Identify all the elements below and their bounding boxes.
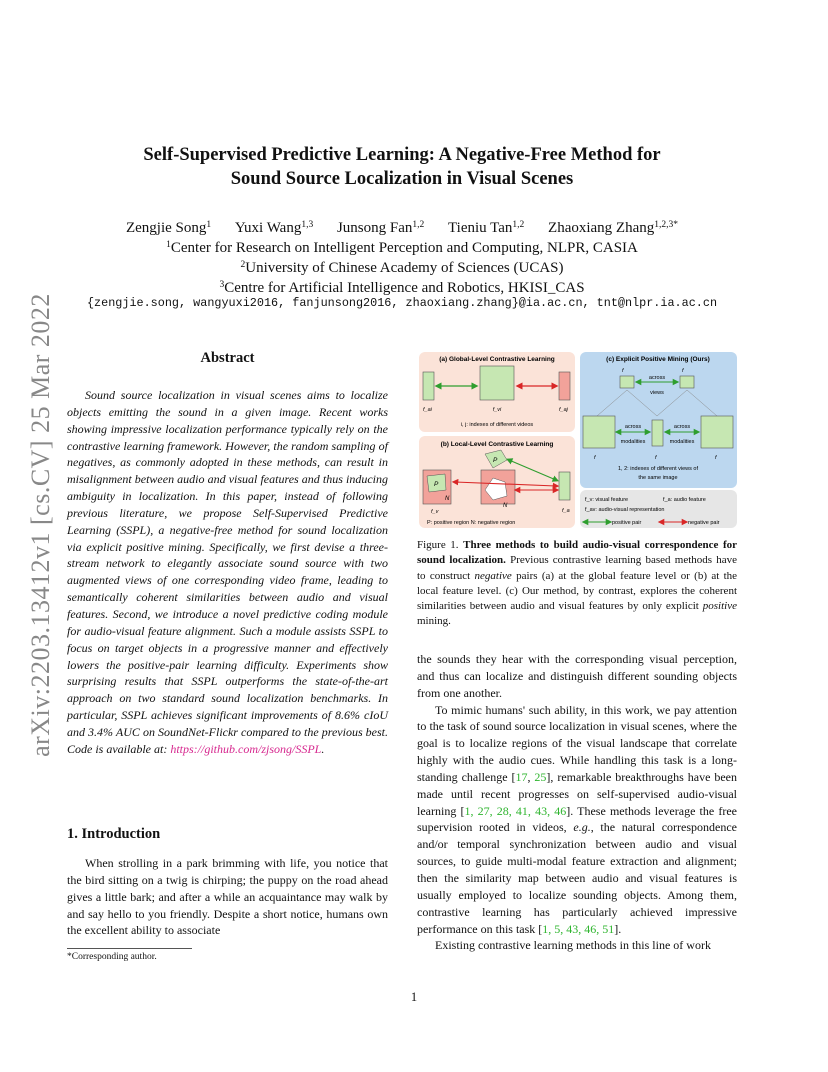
- svg-text:f_v: f_v: [431, 509, 439, 515]
- label-faj: f_aj: [559, 407, 568, 413]
- audio-feature-box: [423, 372, 434, 400]
- arxiv-sidebar: [21, 290, 61, 760]
- title-line-1: Self-Supervised Predictive Learning: A Negative-Free Method for: [143, 145, 661, 165]
- svg-text:modalities: modalities: [669, 439, 695, 445]
- svg-text:negative pair: negative pair: [688, 520, 720, 526]
- svg-text:f: f: [622, 368, 624, 374]
- svg-text:across: across: [648, 375, 666, 381]
- svg-text:across: across: [673, 424, 691, 430]
- abstract-body: Sound source localization in visual scenes aims to localize objects emitting the sound in a given image. Recent works showing impressive localization performance typically rely on the contrastive learning framework. However, the random sampling of negatives, as commonly adopted in these methods, can result in misalignment between audio and visual features and thus inducing ambiguity in localization. In this paper, instead of following previous literature, we propose Self-Supervised Predictive Learning (SSPL), a negative-free method for sound localization via explicit positive mining. Specifically, we first devise a three-stream network to elegantly associate sound source with two augmented views of one corresponding video frame, leading to semantically coherent similarities between audio and visual features. Second, we introduce a novel predictive coding module for audio-visual feature alignment. Such a module assists SSPL to focus on target objects in a progressive manner and effectively lowers the positive-pair learning difficulty. Experiments show surprising results that SSPL outperforms the state-of-the-art approach on two standard sound localization benchmarks. In particular, SSPL achieves significant improvements of 8.6% cIoU and 3.4% AUC on SoundNet-Flickr compared to the previous best. Code is available at: https://github.com/zjsong/SSPL.: [67, 388, 388, 756]
- author-block: [80, 218, 724, 298]
- introduction-heading: 1. Introduction: [67, 826, 161, 842]
- author: Tieniu Tan$^{1,2}$: [448, 220, 525, 236]
- author-list: [80, 218, 724, 238]
- page-number: 1: [410, 990, 418, 1004]
- svg-text:P: P: [493, 457, 498, 464]
- audio-feature-box-neg: [559, 372, 570, 400]
- code-link[interactable]: https://github.com/zjsong/SSPL: [170, 741, 322, 756]
- author: Zengjie Song$^1$: [125, 220, 212, 236]
- footnote-rule: [67, 948, 192, 949]
- footnote: *Corresponding author.: [67, 952, 157, 962]
- figure-1: [417, 350, 739, 530]
- svg-text:f_a: audio feature: f_a: audio feature: [663, 497, 706, 503]
- affiliation: $^2$University of Chinese Academy of Sciences (UCAS): [240, 260, 564, 276]
- arxiv-id: arXiv:2203.13412v1 [cs.CV] 25 Mar 2022: [26, 293, 55, 757]
- paragraph: Existing contrastive learning methods in this line of work: [435, 938, 711, 953]
- visual-feature-box: [480, 366, 514, 400]
- right-column-body: [417, 651, 737, 954]
- paragraph: To mimic humans' such ability, in this work, we pay attention to the task of sound source localization in visual scenes, where the goal is to localize regions of the visual landscape that correlate highly with the audio cues. While handling this task is a long-standing challenge [17, 25], remarkable breakthroughs have been made until recent progresses on self-supervised audio-visual learning [1, 27, 28, 41, 43, 46]. These methods leverage the free supervision rooted in videos, e.g., the natural correspondence and/or temporal synchronization between audio and visual sources, to guide multi-modal feature extraction and alignment; then the similarity map between audio and visual features is usually employed to localize sounding objects. Among them, contrastive learning has particularly achieved impressive performance on this task [1, 5, 43, 46, 51].: [417, 702, 738, 936]
- svg-text:modalities: modalities: [620, 439, 646, 445]
- author-emails: {zengjie.song, wangyuxi2016, fanjunsong2016, zhaoxiang.zhang}@ia.ac.cn, tnt@nlpr.ia.ac.cn: [86, 296, 718, 310]
- panel-c-title: (c) Explicit Positive Mining (Ours): [606, 356, 710, 363]
- label-fvi: f_vi: [492, 407, 502, 413]
- svg-text:N: N: [503, 503, 508, 509]
- svg-text:f_v: visual feature: f_v: visual feature: [585, 497, 629, 503]
- figure-1-caption: Figure 1. Three methods to build audio-visual correspondence for sound localization. Previous contrastive learning based methods have to construct negative pairs (a) at the global feature level or (b) at the local feature level. (c) Our method, by contrast, explores the coherent similarities between audio and visual features by only explicit positive mining.: [417, 539, 738, 628]
- label-fai: f_ai: [423, 407, 432, 413]
- svg-text:f: f: [715, 455, 717, 461]
- svg-text:f: f: [682, 368, 684, 374]
- paragraph: the sounds they hear with the corresponding visual perception, and thus can localize and distinguish different sounding objects from one another.: [417, 652, 737, 700]
- abstract-heading: Abstract: [200, 350, 255, 366]
- title-line-2: Sound Source Localization in Visual Scenes: [230, 169, 574, 189]
- svg-text:positive pair: positive pair: [612, 520, 642, 526]
- svg-text:f: f: [594, 455, 596, 461]
- svg-text:f_a: f_a: [562, 508, 570, 514]
- svg-text:N: N: [445, 496, 450, 502]
- panel-b-title: (b) Local-Level Contrastive Learning: [440, 441, 554, 448]
- svg-text:P: P: [434, 481, 439, 488]
- author: Junsong Fan$^{1,2}$: [336, 220, 425, 236]
- introduction-body: When strolling in a park brimming with life, you notice that the bird sitting on a twig is chirping; the puppy on the road ahead gives a little bark; and after a while an acquaintance may walk by and say hello to you friendly. Despite a short notice, humans own the excellent ability to associate: [67, 856, 388, 938]
- svg-text:views: views: [650, 390, 664, 396]
- affiliation: $^1$Center for Research on Intelligent Perception and Computing, NLPR, CASIA: [166, 240, 638, 256]
- panel-a-title: (a) Global-Level Contrastive Learning: [439, 356, 555, 363]
- paper-title: [100, 143, 704, 191]
- affiliation: $^3$Centre for Artificial Intelligence and Robotics, HKISI_CAS: [219, 280, 585, 296]
- panel-b-note: P: positive region N: negative region: [427, 520, 516, 526]
- svg-text:across: across: [624, 424, 642, 430]
- panel-a-note: i, j: indexes of different videos: [460, 422, 534, 428]
- audio-feature-box-b: [559, 472, 570, 500]
- author: Zhaoxiang Zhang$^{1,2,3*}$: [548, 220, 678, 236]
- svg-text:f: f: [655, 455, 657, 461]
- panel-c-note-2: the same image: [638, 475, 678, 481]
- svg-text:f_av: audio-visual representat: f_av: audio-visual representation: [585, 507, 665, 513]
- panel-c-note-1: 1, 2: indexes of different views of: [618, 466, 698, 472]
- author: Yuxi Wang$^{1,3}$: [234, 220, 314, 236]
